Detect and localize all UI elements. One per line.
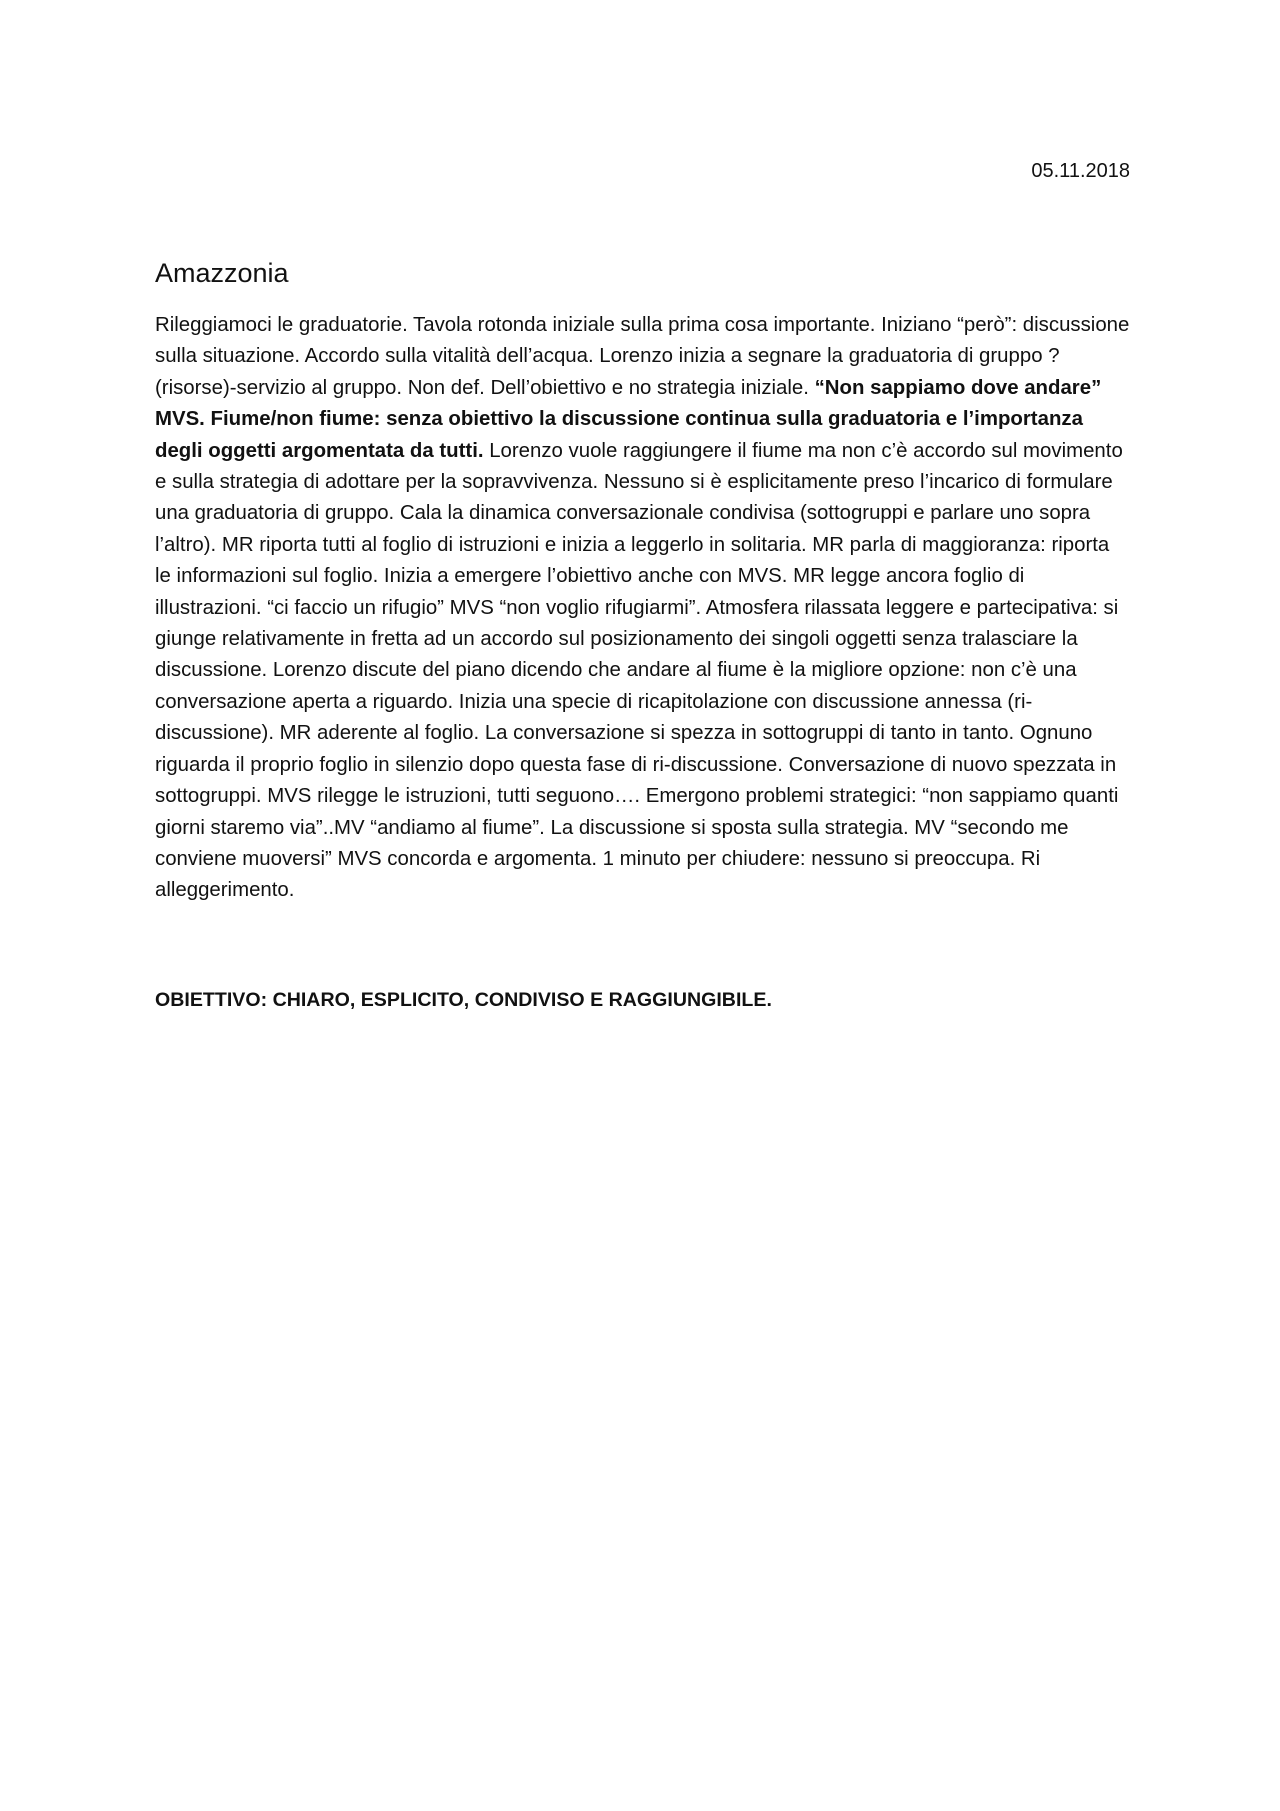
body-paragraph [155, 310, 1130, 907]
document-title: Amazzonia [155, 258, 289, 288]
paragraph-text-part-2: Lorenzo vuole raggiungere il fiume ma non c’è accordo sul movimento e sulla strategia di adottare per la sopravvivenza. Nessuno si è esplicitamente preso l’incarico di formulare una graduatoria di gruppo. Cala la dinamica conversazionale condivisa (sottogruppi e parlare uno sopra l’altro). MR riporta tutti al foglio di istruzioni e inizia a leggerlo in solitaria. MR parla di maggioranza: riporta le informazioni sul foglio. Inizia a emergere l’obiettivo anche con MVS. MR legge ancora foglio di illustrazioni. “ci faccio un rifugio” MVS “non voglio rifugiarmi”. Atmosfera rilassata leggere e partecipativa: si giunge relativamente in fretta ad un accordo sul posizionamento dei singoli oggetti senza tralasciare la discussione. Lorenzo discute del piano dicendo che andare al fiume è la migliore opzione: non c’è una conversazione aperta a riguardo. Inizia una specie di ricapitolazione con discussione annessa (ri-discussione). MR aderente al foglio. La conversazione si spezza in sottogruppi di tanto in tanto. Ognuno riguarda il proprio foglio in silenzio dopo questa fase di ri-discussione. Conversazione di nuovo spezzata in sottogruppi. MVS rilegge le istruzioni, tutti seguono…. Emergono problemi strategici: “non sappiamo quanti giorni staremo via”..MV “andiamo al fiume”. La discussione si sposta sulla strategia. MV “secondo me conviene muoversi” MVS concorda e argomenta. 1 minuto per chiudere: nessuno si preoccupa. Ri alleggerimento. [155, 439, 1123, 902]
objective-statement: OBIETTIVO: CHIARO, ESPLICITO, CONDIVISO E RAGGIUNGIBILE. [155, 989, 772, 1011]
paragraph-bold-text: “Non sappiamo dove andare” MVS. Fiume/non fiume: senza obiettivo la discussione continua sulla graduatoria e l’importanza degli oggetti argomentata da tutti. [155, 376, 1102, 462]
paragraph-text-part-1: Rileggiamoci le graduatorie. Tavola rotonda iniziale sulla prima cosa importante. Iniziano “però”: discussione sulla situazione. Accordo sulla vitalità dell’acqua. Lorenzo inizia a segnare la graduatoria di gruppo ? (risorse)-servizio al gruppo. Non def. Dell’obiettivo e no strategia iniziale. [155, 314, 1130, 399]
document-date: 05.11.2018 [1031, 160, 1130, 182]
